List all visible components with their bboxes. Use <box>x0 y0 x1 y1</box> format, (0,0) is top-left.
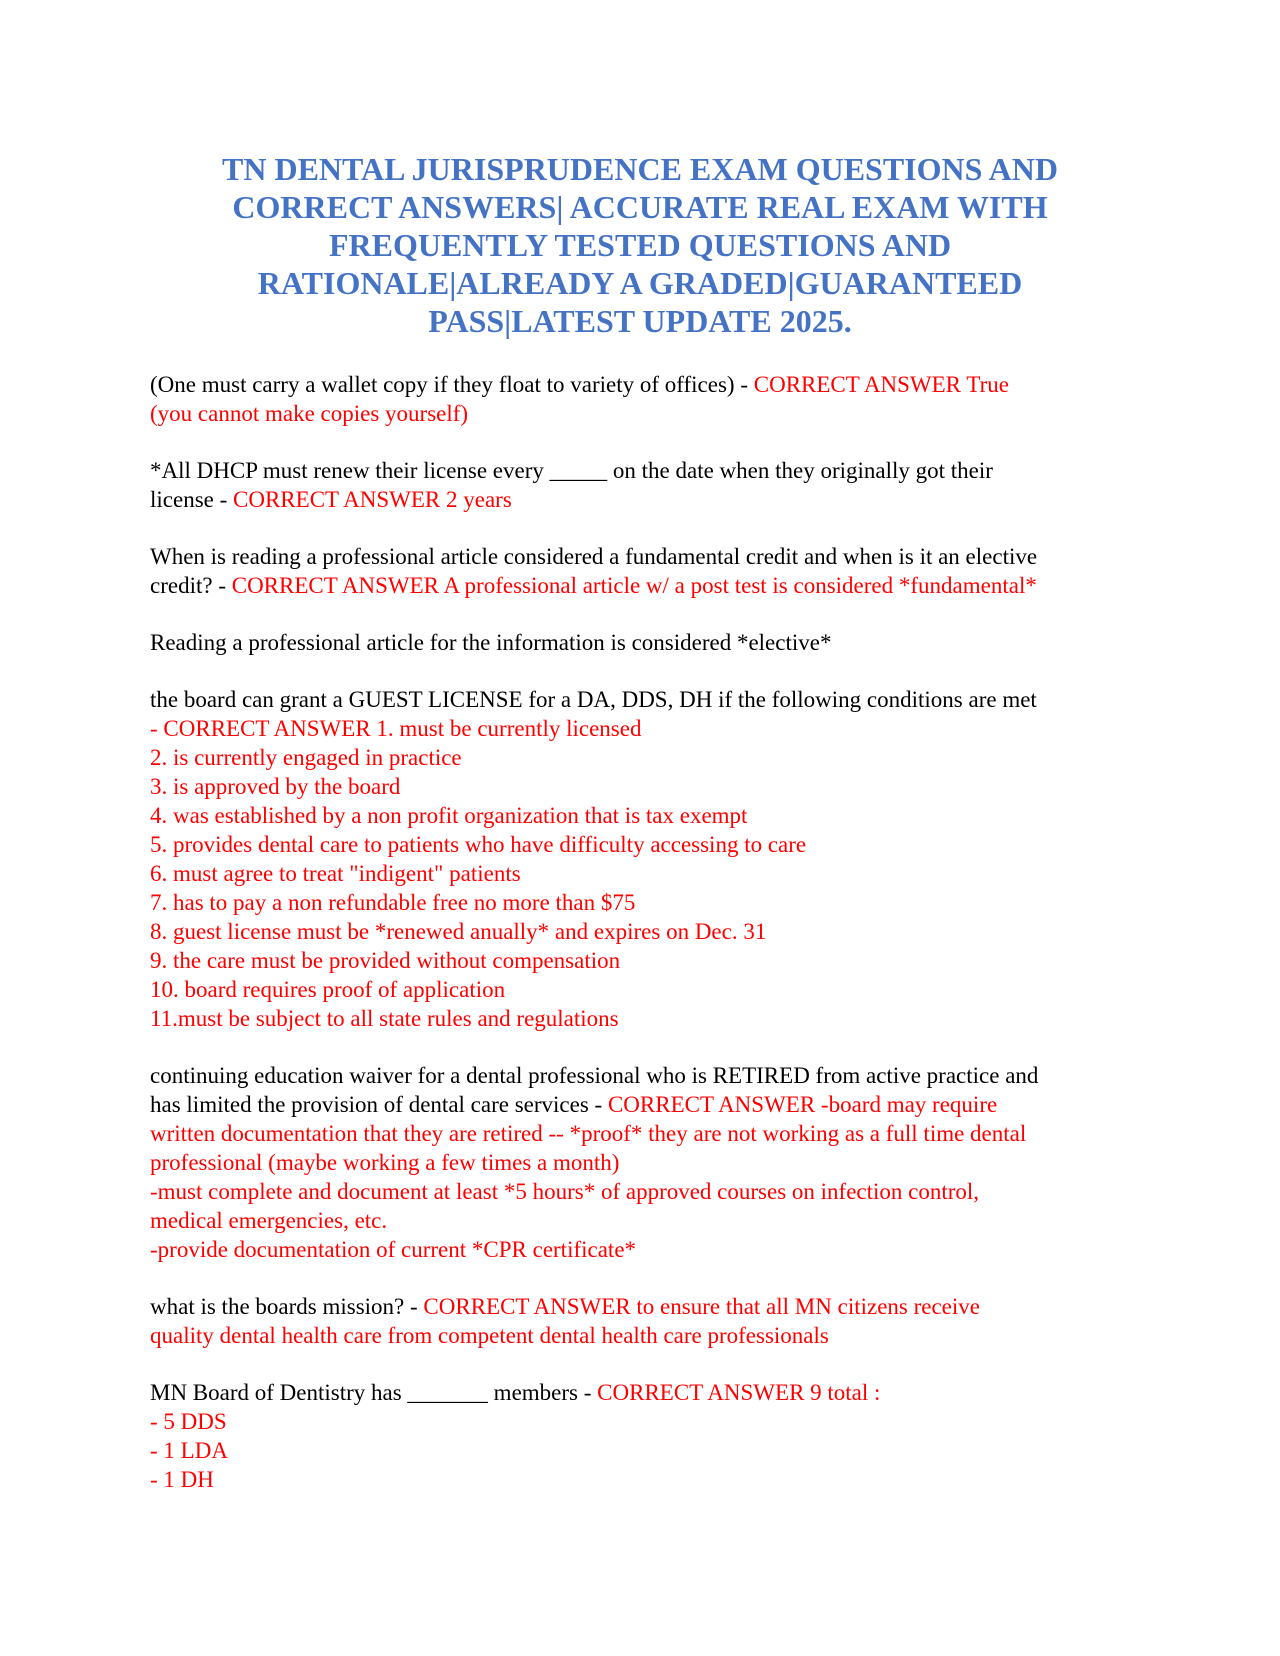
answer-line: written documentation that they are retired -- *proof* they are not working as a full time dental <box>150 1121 1027 1146</box>
answer-line: 2. is currently engaged in practice <box>150 745 462 770</box>
title-line: TN DENTAL JURISPRUDENCE EXAM QUESTIONS AND <box>222 151 1058 187</box>
title-line: CORRECT ANSWERS| ACCURATE REAL EXAM WITH <box>232 189 1048 225</box>
answer-line: - 1 LDA <box>150 1438 228 1463</box>
answer-line: - CORRECT ANSWER 1. must be currently licensed <box>150 716 642 741</box>
question-text: (One must carry a wallet copy if they float to variety of offices) - <box>150 372 754 397</box>
answer-line: -provide documentation of current *CPR certificate* <box>150 1237 637 1262</box>
question-text: MN Board of Dentistry has _______ members - <box>150 1380 598 1405</box>
answer-line: 4. was established by a non profit organization that is tax exempt <box>150 803 748 828</box>
document-title <box>150 150 1130 340</box>
answer-line: -must complete and document at least *5 hours* of approved courses on infection control, <box>150 1179 980 1204</box>
question-text: the board can grant a GUEST LICENSE for a DA, DDS, DH if the following conditions are met <box>150 687 1037 712</box>
answer-line: - 1 DH <box>150 1467 214 1492</box>
question-text: *All DHCP must renew their license every _____ on the date when they originally got their <box>150 458 993 483</box>
answer-line: 7. has to pay a non refundable free no more than $75 <box>150 890 636 915</box>
answer-line: 10. board requires proof of application <box>150 977 506 1002</box>
question-text: has limited the provision of dental care services - <box>150 1092 608 1117</box>
qa-item <box>150 1061 1150 1264</box>
title-line: FREQUENTLY TESTED QUESTIONS AND <box>328 227 952 263</box>
answer-line: 6. must agree to treat "indigent" patients <box>150 861 521 886</box>
question-text: credit? - <box>150 573 232 598</box>
question-text: continuing education waiver for a dental professional who is RETIRED from active practice and <box>150 1063 1039 1088</box>
answer-text: CORRECT ANSWER -board may require <box>607 1092 998 1117</box>
qa-item <box>150 685 1150 1033</box>
answer-text: CORRECT ANSWER 2 years <box>233 487 512 512</box>
answer-line: - 5 DDS <box>150 1409 227 1434</box>
answer-line: 8. guest license must be *renewed anually* and expires on Dec. 31 <box>150 919 767 944</box>
answer-text: (you cannot make copies yourself) <box>150 401 469 426</box>
note-paragraph <box>150 628 1150 657</box>
answer-line: 5. provides dental care to patients who have difficulty accessing to care <box>150 832 807 857</box>
qa-item <box>150 370 1150 428</box>
question-text: what is the boards mission? - <box>150 1294 424 1319</box>
question-text: When is reading a professional article considered a fundamental credit and when is it an elective <box>150 544 1038 569</box>
title-line: PASS|LATEST UPDATE 2025. <box>428 303 852 339</box>
question-text: license - <box>150 487 234 512</box>
answer-text: CORRECT ANSWER A professional article w/ a post test is considered *fundamental* <box>231 573 1037 598</box>
answer-text: CORRECT ANSWER True <box>753 372 1009 397</box>
answer-line: medical emergencies, etc. <box>150 1208 388 1233</box>
qa-item <box>150 456 1150 514</box>
answer-text: CORRECT ANSWER 9 total : <box>597 1380 881 1405</box>
qa-item <box>150 1292 1150 1350</box>
answer-line: 11.must be subject to all state rules and regulations <box>150 1006 619 1031</box>
answer-line: 3. is approved by the board <box>150 774 401 799</box>
document-body <box>150 370 1150 1522</box>
answer-text: CORRECT ANSWER to ensure that all MN citizens receive <box>423 1294 980 1319</box>
qa-item <box>150 1378 1150 1494</box>
qa-item <box>150 542 1150 600</box>
note-text: Reading a professional article for the information is considered *elective* <box>150 630 832 655</box>
answer-line: 9. the care must be provided without compensation <box>150 948 621 973</box>
answer-line: professional (maybe working a few times a month) <box>150 1150 620 1175</box>
answer-text: quality dental health care from competent dental health care professionals <box>150 1323 829 1348</box>
title-line: RATIONALE|ALREADY A GRADED|GUARANTEED <box>257 265 1023 301</box>
